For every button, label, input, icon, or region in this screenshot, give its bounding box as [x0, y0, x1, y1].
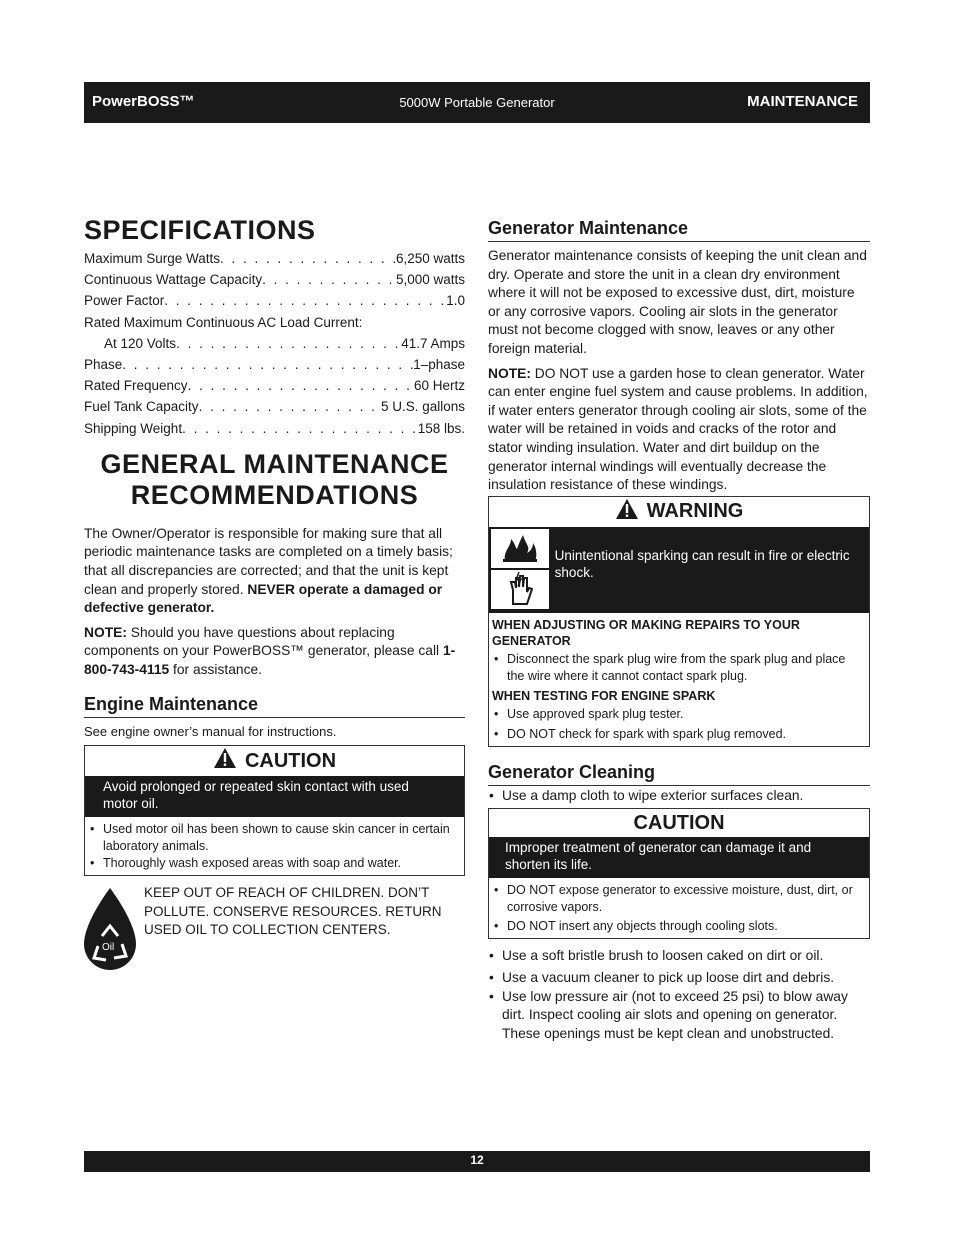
spec-row: Rated Frequency . . . 60 Hertz — [84, 375, 465, 396]
list-item: • DO NOT insert any objects through cooling slots. — [507, 918, 863, 935]
spec-row: At 120 Volts . . . 41.7 Amps — [84, 333, 465, 354]
general-note: NOTE: Should you have questions about replacing components on your PowerBOSS™ generator, please call 1-800-743-4115 for assistance. — [84, 624, 456, 677]
general-maintenance-heading: GENERAL MAINTENANCE RECOMMENDATIONS — [100, 448, 449, 510]
warning-subheading: WHEN TESTING FOR ENGINE SPARK — [492, 688, 716, 703]
specifications-heading: SPECIFICATIONS — [84, 215, 316, 245]
cleaning-first-bullet — [488, 787, 870, 806]
caution-message: Improper treatment of generator can damage it and shorten its life. — [489, 837, 869, 878]
engine-maintenance-heading: Engine Maintenance — [84, 694, 465, 718]
warning-box — [488, 496, 870, 747]
spec-row: Rated Maximum Continuous AC Load Current: — [84, 314, 363, 330]
oil-notice-text: KEEP OUT OF REACH OF CHILDREN. DON’T POLLUTE. CONSERVE RESOURCES. RETURN USED OIL TO COLLECTION CENTERS. — [144, 885, 442, 938]
caution-message: Avoid prolonged or repeated skin contact with used motor oil. — [85, 776, 464, 817]
list-item: • Disconnect the spark plug wire from the spark plug and place the wire where it cannot contact spark plug. — [507, 651, 863, 685]
warning-message: Unintentional sparking can result in fire or electric shock. — [554, 547, 850, 580]
oil-icon-label: Oil — [102, 942, 115, 954]
list-item: • Use a vacuum cleaner to pick up loose dirt and debris. — [502, 969, 870, 988]
generator-maintenance-heading: Generator Maintenance — [488, 218, 870, 242]
spec-row: Continuous Wattage Capacity . . . 5,000 watts — [84, 269, 465, 290]
caution-list — [489, 878, 869, 938]
warning-list — [489, 704, 869, 746]
page-footer — [84, 1151, 870, 1172]
generator-cleaning-heading: Generator Cleaning — [488, 762, 870, 786]
list-item: • Use approved spark plug tester. — [507, 706, 863, 723]
list-item: • DO NOT expose generator to excessive moisture, dust, dirt, or corrosive vapors. — [507, 882, 863, 916]
generator-maintenance-paragraph: Generator maintenance consists of keeping the unit clean and dry. Operate and store the unit in a clean dry environment where it will not be exposed to excessive dust, dirt, moisture or any corrosive vapors. Cooling air slots in the generator must not become clogged with snow, leaves or any other foreign material. — [488, 248, 867, 356]
list-item: • Use a soft bristle brush to loosen caked on dirt or oil. — [502, 947, 870, 966]
list-item: • Used motor oil has been shown to cause skin cancer in certain laboratory animals. — [103, 821, 458, 855]
cleaning-bullets — [488, 947, 870, 1043]
section-title: MAINTENANCE — [747, 93, 858, 110]
general-paragraph: The Owner/Operator is responsible for making sure that all periodic maintenance tasks are completed on a timely basis; that all discrepancies are corrected; and that the unit is kept clean and properly stored. NEVER operate a damaged or defective generator. — [84, 525, 453, 616]
engine-text: See engine owner’s manual for instructions. — [84, 723, 337, 739]
list-item: • DO NOT check for spark with spark plug removed. — [507, 726, 863, 743]
caution-header: CAUTION — [85, 746, 464, 776]
list-item: • Thoroughly wash exposed areas with soap and water. — [103, 855, 458, 872]
caution-list — [85, 817, 464, 875]
left-column — [84, 215, 465, 980]
warning-triangle-icon — [615, 498, 639, 526]
page-header — [84, 82, 870, 123]
warning-triangle-icon — [213, 747, 237, 775]
warning-message-row — [489, 527, 869, 613]
warning-header: WARNING — [489, 497, 869, 527]
spec-row: Maximum Surge Watts . . . 6,250 watts — [84, 248, 465, 269]
spec-row: Shipping Weight . . . 158 lbs. — [84, 418, 465, 439]
spec-list — [84, 248, 465, 439]
list-item: • Use a damp cloth to wipe exterior surfaces clean. — [502, 787, 870, 806]
warning-icons — [489, 527, 551, 613]
engine-caution-box — [84, 745, 465, 876]
page-number: 12 — [470, 1153, 484, 1167]
warning-list — [489, 649, 869, 688]
list-item: • Use low pressure air (not to exceed 25 psi) to blow away dirt. Inspect cooling air slots and opening on generator. These openings must be kept clean and unobstructed. — [502, 988, 870, 1044]
brand-name: PowerBOSS™ — [92, 93, 195, 110]
fire-icon — [491, 529, 549, 568]
spec-row: Power Factor . . . 1.0 — [84, 290, 465, 311]
right-column — [488, 218, 870, 1043]
oil-notice — [84, 884, 465, 980]
product-model: 5000W Portable Generator — [399, 95, 555, 110]
cleaning-caution-box — [488, 808, 870, 939]
warning-subheading: WHEN ADJUSTING OR MAKING REPAIRS TO YOUR GENERATOR — [492, 617, 800, 648]
spec-row: Fuel Tank Capacity . . . 5 U.S. gallons — [84, 396, 465, 417]
generator-maintenance-note: NOTE: DO NOT use a garden hose to clean generator. Water can enter engine fuel system and cause problems. In addition, if water enters generator through cooling air slots, some of the water will be retained in voids and cracks of the rotor and stator winding insulation. Water and dirt buildup on the generator internal windings will eventually decrease the insulation resistance of these windings. — [488, 365, 868, 493]
electric-shock-icon — [491, 570, 549, 609]
caution-header: CAUTION — [633, 811, 725, 834]
oil-recycle-icon — [80, 886, 140, 979]
spec-row: Phase . . . 1–phase — [84, 354, 465, 375]
